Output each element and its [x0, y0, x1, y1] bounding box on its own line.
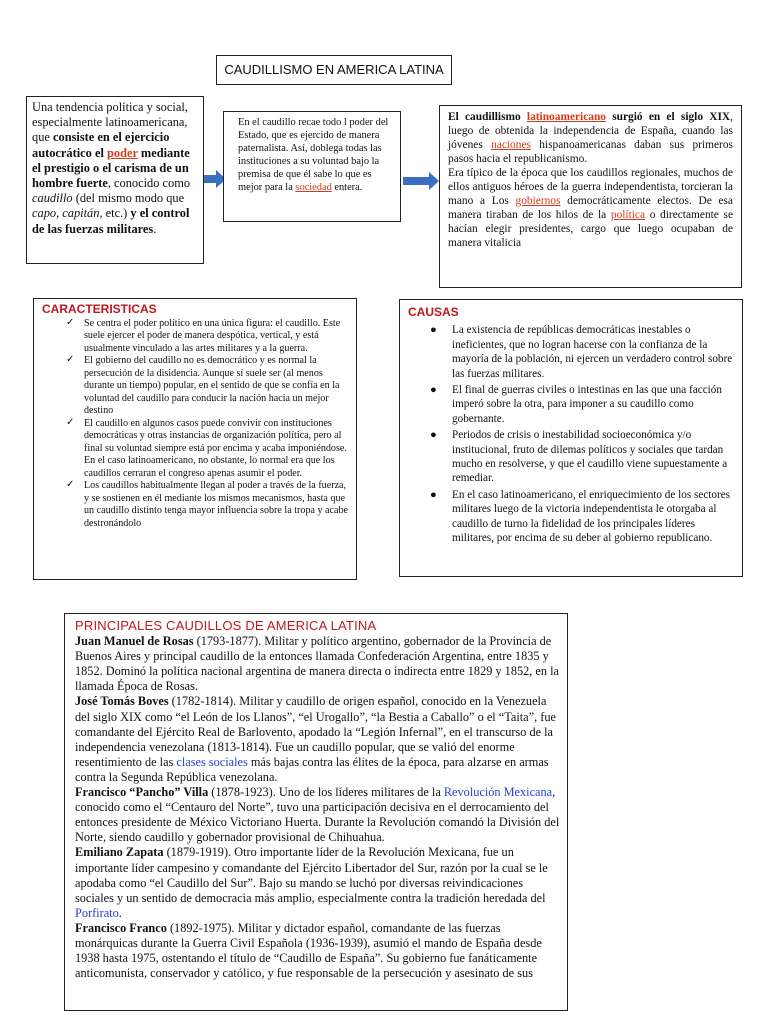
leader-name: José Tomás Boves	[75, 694, 169, 709]
intro-italic-text: caudillo	[32, 191, 73, 206]
leader-text: (1892-1975). Militar y dictador español, comandante de las fuerzas monárquicas durante la Guerra Civil Española (1936-1939), asumió el mando de España desde 1938 hasta 1975, ostentando el título de “Caudillo de España”. Su gobierno fue fanáticamente anticomunista, conservador y católico, y fue responsable de la persecución y asesinato de sus	[75, 920, 542, 981]
leader-text: (1793-1877). Militar y político argentino, gobernador de la Provincia de Buenos Aires y principal caudillo de la entonces llamada Confederación Argentina, entre 1835 y 1852. Dominó la política nacional argentina de manera directa o indirecta entre 1829 y 1852, en la llamada Época de Rosas.	[75, 634, 559, 694]
list-item	[430, 383, 734, 426]
intro-bold-text: mediante el prestigio o el carisma de un hombre fuerte	[32, 145, 190, 191]
list-item	[66, 479, 350, 530]
intro-text: Una tendencia política y social, especialmente latinoamericana, que	[32, 100, 188, 145]
gobiernos-link[interactable]: gobiernos	[515, 195, 561, 207]
leader-text: más bajas contra las élites de la época, para alzarse en armas contra la Segunda República venezolana.	[75, 754, 549, 784]
leader-name: Emiliano Zapata	[75, 845, 164, 860]
leaders-box	[64, 613, 568, 1011]
bullet-icon: ●	[430, 324, 437, 337]
definition-text: En el caudillo recae todo l poder del Estado, que es ejercido de manera paternalista. Así, doblega todas las instituciones a su voluntad bajo la premisa de que él sabe lo que es mejor para la	[238, 117, 389, 193]
list-item	[430, 488, 734, 546]
characteristic-text: El caudillo en algunos casos puede convivir con instituciones democráticas y otras instancias de organización política, pero al final su voluntad siempre está por encima y acaba imponiéndose. En el caso latinoamericano, no obstante, lo normal era que los caudillos cerraran el congreso apenas asumir el poder.	[84, 417, 347, 479]
bullet-icon: ●	[430, 429, 437, 442]
leader-boves	[75, 694, 561, 785]
caudillo-power-box	[223, 111, 401, 222]
list-item	[66, 416, 350, 481]
characteristics-list	[42, 318, 350, 531]
characteristic-text: El gobierno del caudillo no es democrático y es normal la persecución de la disidencia. Aunque sí suele ser (al menos durante un tiempo) popular, en el sentido de que se confía en la voluntad del caudillo para conducir la nación hacia un mejor destino	[84, 355, 340, 416]
leader-text: (1782-1814). Militar y caudillo de origen español, conocido en la Venezuela del siglo XIX como “el León de los Llanos”, “el Urogallo”, “la Bestia a Caballo” o el “Taita”, fue comandante del Ejército Real de Barlovento, apodado la “Legión Infernal”, en el transcurso de la independencia venezolana (1813-1814). Fue un caudillo popular, que se valió del enorme resentimiento de las	[75, 694, 556, 769]
naciones-link[interactable]: naciones	[491, 139, 531, 151]
history-box	[439, 105, 742, 288]
history-text: o directamente se hacían elegir presidentes, cargo que luego ocupaban de manera vitalicia	[448, 209, 733, 249]
leader-name: Juan Manuel de Rosas	[75, 634, 194, 649]
list-item	[430, 323, 734, 381]
leader-text: .	[118, 905, 122, 920]
checkmark-icon: ✓	[66, 416, 75, 428]
list-item	[66, 316, 350, 356]
characteristics-heading: CARACTERISTICAS	[42, 302, 157, 316]
leader-name: Francisco “Pancho” Villa	[75, 785, 209, 800]
sociedad-link[interactable]: sociedad	[295, 182, 332, 193]
arrow-right-icon	[403, 172, 439, 190]
revolucion-mexicana-link[interactable]: Revolución Mexicana	[443, 785, 553, 800]
clases-sociales-link[interactable]: clases sociales	[176, 754, 248, 769]
leader-rosas	[75, 634, 561, 694]
history-text: , luego de obtenida la independencia de España, cuando las jóvenes	[448, 111, 733, 151]
intro-text: etc.)	[102, 206, 131, 221]
cause-text: El final de guerras civiles o intestinas en las que una facción imperó sobre la otra, para imponer a su caudillo como gobernante.	[452, 384, 722, 425]
latinoamericano-link[interactable]: latinoamericano	[526, 111, 606, 123]
leader-text: , conocido como el “Centauro del Norte”, tuvo una participación decisiva en el derrocamiento del entonces presidente de México Victoriano Huerta. Durante la Revolución comandó la División del Norte, siendo caudillo y gobernador provisional de Chihuahua.	[75, 785, 560, 845]
leader-zapata	[75, 845, 561, 920]
cause-text: Periodos de crisis o inestabilidad socioeconómica y/o institucional, fruto de dilemas políticos y sociales que tardan mucho en resolverse, y que el caudillo viene supuestamente a remediar.	[452, 429, 728, 485]
document-title	[216, 55, 452, 85]
cause-text: La existencia de repúblicas democráticas inestables o ineficientes, que no logran hacerse con la confianza de la mayoría de la población, ni ejercen un verdadero control sobre las fuerzas militares.	[452, 324, 733, 380]
leader-franco	[75, 921, 561, 981]
intro-bold-text: consiste en el ejercicio autocrático el	[32, 130, 170, 160]
history-bold-text: surgió en el siglo XIX	[606, 111, 731, 123]
politica-link[interactable]: política	[610, 209, 646, 221]
document-title-text: CAUDILLISMO EN AMERICA LATINA	[224, 62, 444, 77]
intro-definition-box	[26, 96, 204, 264]
checkmark-icon: ✓	[66, 316, 75, 328]
checkmark-icon: ✓	[66, 354, 75, 365]
history-text: Era típico de la época que los caudillos regionales, muchos de ellos antiguos héroes de la guerra independentista, torcieran la mano a Los	[448, 167, 733, 207]
checkmark-icon: ✓	[66, 479, 75, 490]
intro-text: , conocido como	[107, 176, 191, 191]
porfirato-link[interactable]: Porfirato	[75, 905, 119, 920]
leaders-heading: PRINCIPALES CAUDILLOS DE AMERICA LATINA	[75, 618, 377, 633]
intro-bold-text: y el control de las fuerzas militares	[32, 206, 190, 236]
leader-name: Francisco Franco	[75, 920, 167, 935]
bullet-icon: ●	[430, 384, 437, 397]
intro-italic-text: capo, capitán,	[32, 206, 103, 221]
characteristic-text: Los caudillos habitualmente llegan al poder a través de la fuerza, y se sostienen en él mediante los mismos mecanismos, hasta que un caudillo distinto tenga mayor influencia sobre la tropa y acabe destronándolo	[84, 480, 349, 529]
leader-villa	[75, 785, 561, 845]
causes-box	[399, 299, 743, 577]
causes-heading: CAUSAS	[408, 305, 459, 319]
history-text: hispanoamericanas daban sus primeros pasos hacia el republicanismo.	[448, 139, 733, 165]
history-text: democráticamente electos. De esa manera tiraban de los hilos de la	[448, 195, 733, 221]
bullet-icon: ●	[430, 488, 437, 501]
history-bold-text: El caudillismo	[448, 111, 527, 123]
definition-text: entera.	[331, 182, 363, 193]
list-item	[66, 354, 350, 418]
leader-text: (1879-1919). Otro importante líder de la Revolución Mexicana, fue un importante líder campesino y comandante del Ejército Libertador del Sur, razón por la cual se le apodaba como “el Caudillo del Sur”. Bajo su mando se luchó por diversas reivindicaciones sociales y un sentido de democracia más amplio, especialmente contra la tradición heredada del	[75, 845, 548, 905]
cause-text: En el caso latinoamericano, el enriquecimiento de los sectores militares luego de la victoria independentista le otorgaba al caudillo de turno la fidelidad de los principales líderes militares, por encima de su deber al gobierno republicano.	[452, 488, 731, 545]
list-item	[430, 428, 734, 486]
intro-text: (del mismo modo que	[72, 191, 185, 206]
leader-text: (1878-1923). Uno de los líderes militares de la	[208, 785, 444, 800]
poder-link[interactable]: poder	[107, 145, 138, 160]
characteristics-box	[33, 298, 357, 580]
causes-list	[408, 323, 734, 545]
characteristic-text: Se centra el poder político en una única figura: el caudillo. Este suele ejercer el poder de manera despótica, vertical, y está usualmente vinculado a las artes militares y a la guerra.	[84, 317, 341, 354]
intro-text: .	[153, 221, 157, 236]
